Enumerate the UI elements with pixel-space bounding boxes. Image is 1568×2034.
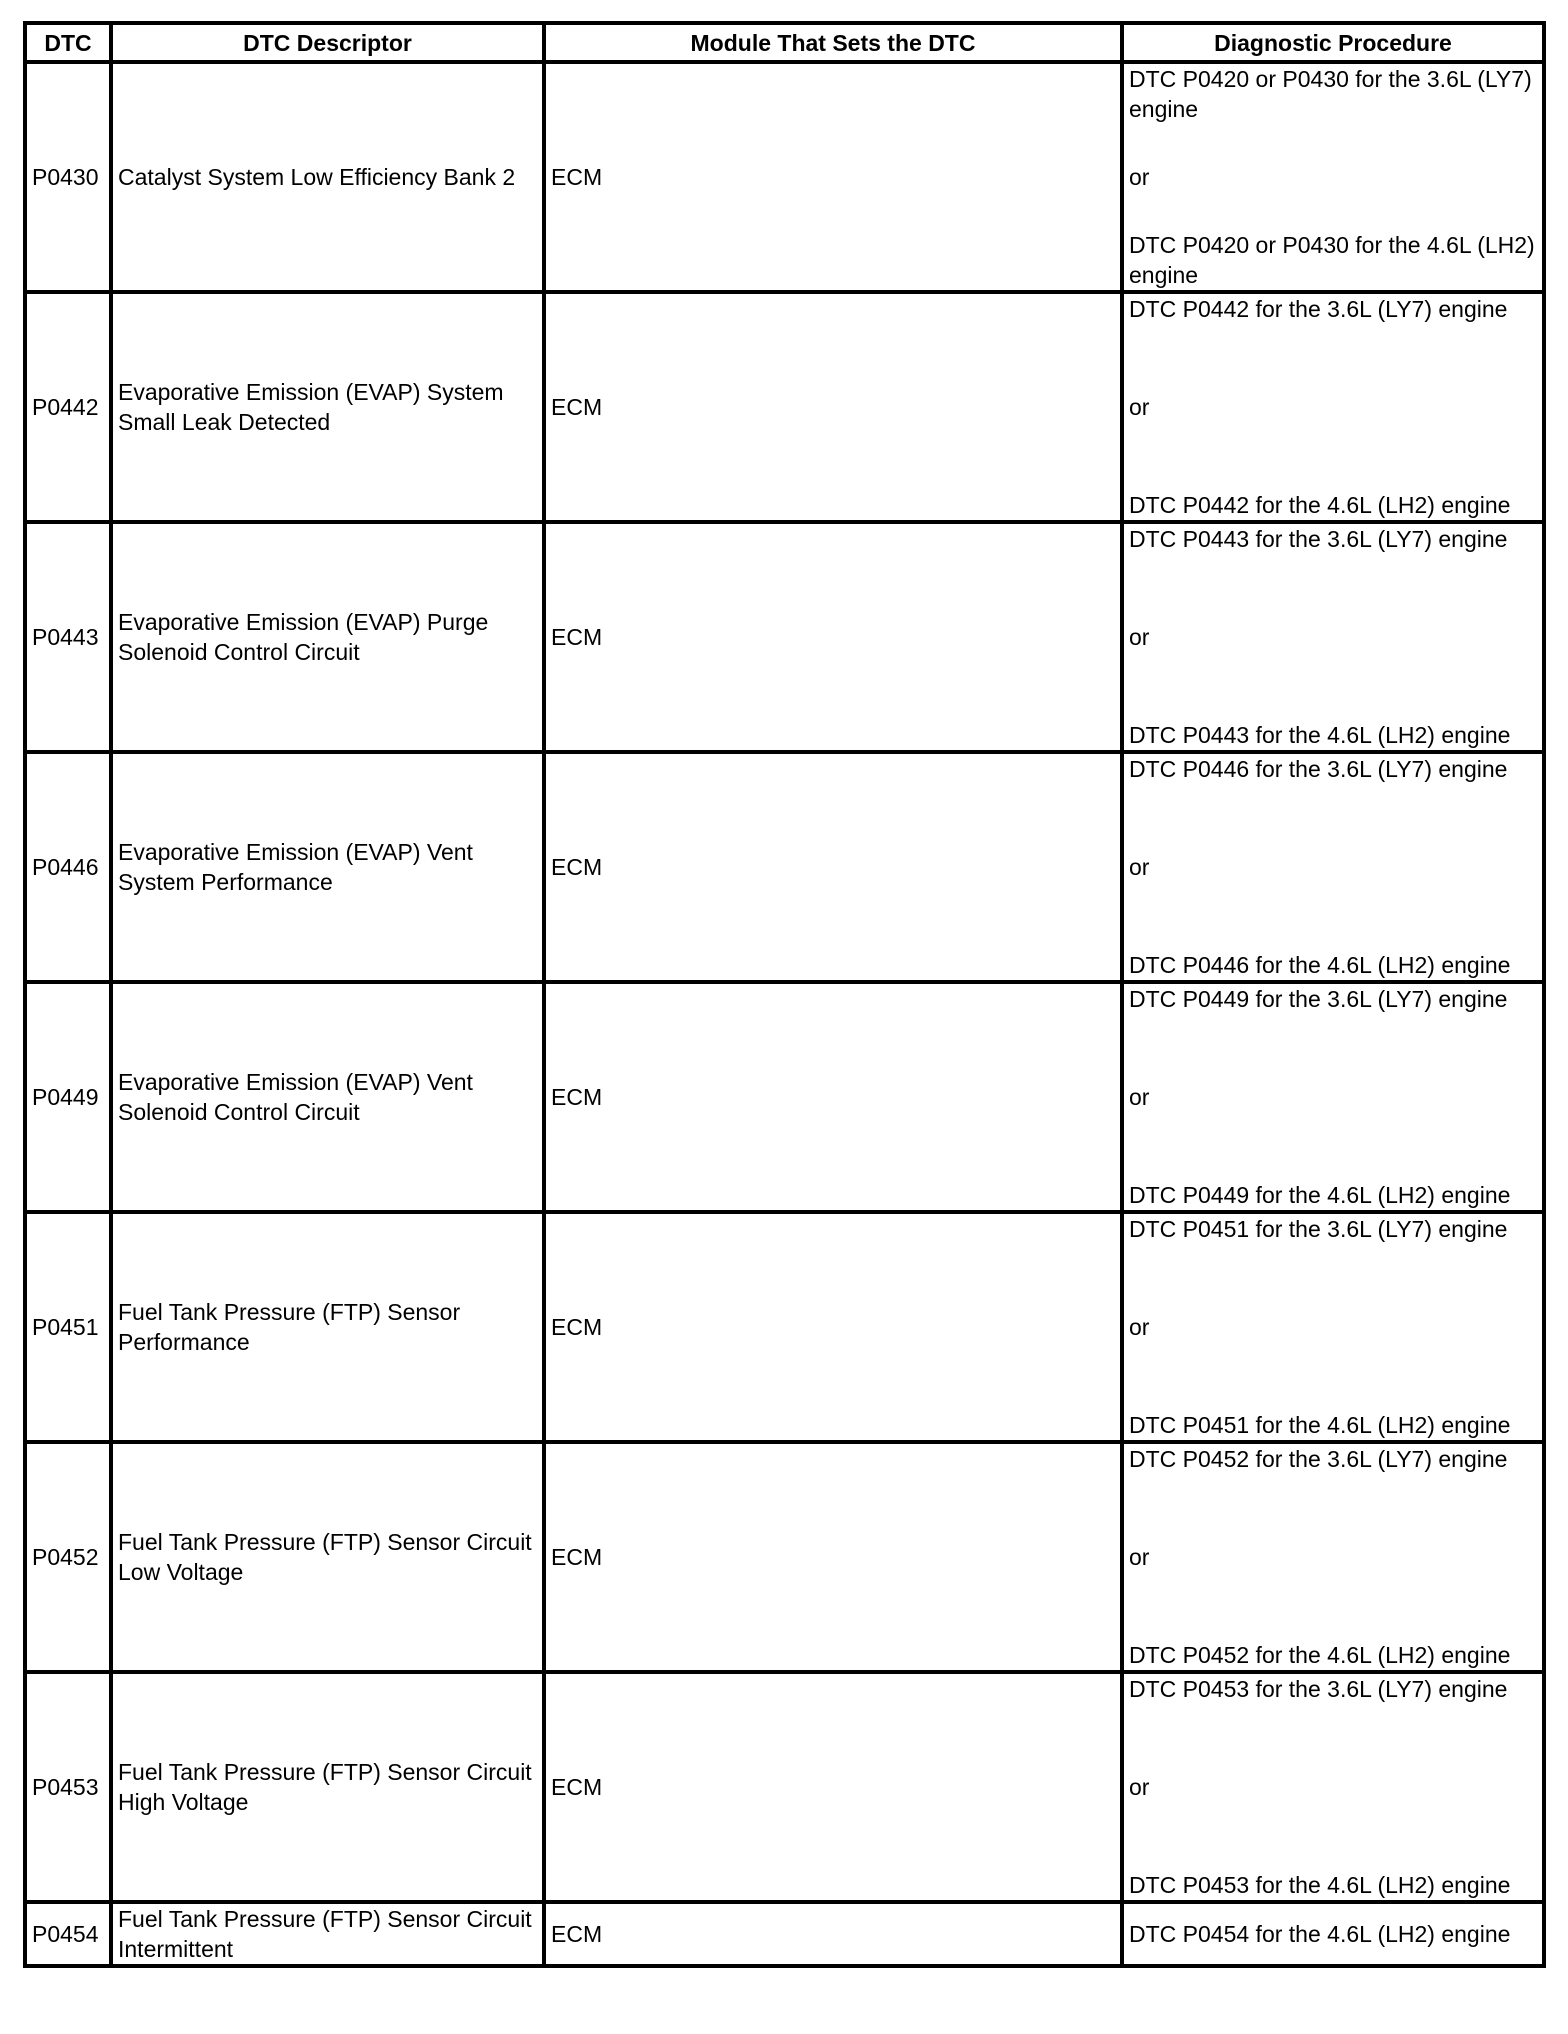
procedure-link[interactable]: DTC P0446 for the 4.6L (LH2) engine: [1129, 952, 1511, 978]
procedure-link[interactable]: DTC P0446 for the 3.6L (LY7) engine: [1129, 756, 1508, 782]
diagnostic-procedure-cell: [1122, 1212, 1544, 1442]
procedure-link[interactable]: DTC P0452 for the 4.6L (LH2) engine: [1129, 1642, 1511, 1668]
table-row: [25, 1902, 1544, 1966]
procedure-or-separator: or: [1129, 1084, 1150, 1110]
procedure-block: [1129, 984, 1537, 1210]
table-row: [25, 982, 1544, 1212]
module-cell: ECM: [544, 1902, 1122, 1966]
header-module: Module That Sets the DTC: [544, 23, 1122, 62]
module-cell: ECM: [544, 62, 1122, 292]
module-cell: ECM: [544, 752, 1122, 982]
procedure-link[interactable]: DTC P0451 for the 4.6L (LH2) engine: [1129, 1412, 1511, 1438]
diagnostic-procedure-cell: [1122, 1672, 1544, 1902]
procedure-or-separator: or: [1129, 1544, 1150, 1570]
dtc-code-cell: P0442: [25, 292, 111, 522]
procedure-block: [1129, 1904, 1537, 1964]
dtc-code-cell: P0451: [25, 1212, 111, 1442]
dtc-descriptor-cell: Fuel Tank Pressure (FTP) Sensor Circuit Low Voltage: [111, 1442, 544, 1672]
header-procedure: Diagnostic Procedure: [1122, 23, 1544, 62]
table-row: [25, 62, 1544, 292]
dtc-code-cell: P0453: [25, 1672, 111, 1902]
diagnostic-procedure-cell: [1122, 1902, 1544, 1966]
procedure-link[interactable]: DTC P0420 or P0430 for the 4.6L (LH2) engine: [1129, 232, 1535, 288]
procedure-link[interactable]: DTC P0452 for the 3.6L (LY7) engine: [1129, 1446, 1508, 1472]
procedure-link[interactable]: DTC P0420 or P0430 for the 3.6L (LY7) engine: [1129, 66, 1532, 122]
module-cell: ECM: [544, 1672, 1122, 1902]
procedure-block: [1129, 294, 1537, 520]
diagnostic-procedure-cell: [1122, 1442, 1544, 1672]
module-cell: ECM: [544, 1442, 1122, 1672]
procedure-link[interactable]: DTC P0449 for the 3.6L (LY7) engine: [1129, 986, 1508, 1012]
diagnostic-procedure-cell: [1122, 292, 1544, 522]
table-row: [25, 1672, 1544, 1902]
table-row: [25, 522, 1544, 752]
dtc-descriptor-cell: Fuel Tank Pressure (FTP) Sensor Circuit High Voltage: [111, 1672, 544, 1902]
header-descriptor: DTC Descriptor: [111, 23, 544, 62]
dtc-code-cell: P0446: [25, 752, 111, 982]
procedure-link[interactable]: DTC P0443 for the 4.6L (LH2) engine: [1129, 722, 1511, 748]
dtc-descriptor-cell: Evaporative Emission (EVAP) Purge Solenoid Control Circuit: [111, 522, 544, 752]
procedure-or-separator: or: [1129, 164, 1150, 190]
diagnostic-procedure-cell: [1122, 982, 1544, 1212]
procedure-or-separator: or: [1129, 1314, 1150, 1340]
diagnostic-procedure-cell: [1122, 522, 1544, 752]
dtc-code-cell: P0430: [25, 62, 111, 292]
dtc-code-cell: P0454: [25, 1902, 111, 1966]
module-cell: ECM: [544, 522, 1122, 752]
table-header: [25, 23, 1544, 62]
procedure-link[interactable]: DTC P0443 for the 3.6L (LY7) engine: [1129, 526, 1508, 552]
procedure-link[interactable]: DTC P0449 for the 4.6L (LH2) engine: [1129, 1182, 1511, 1208]
table-row: [25, 1442, 1544, 1672]
module-cell: ECM: [544, 292, 1122, 522]
procedure-link[interactable]: DTC P0442 for the 4.6L (LH2) engine: [1129, 492, 1511, 518]
procedure-link[interactable]: DTC P0453 for the 3.6L (LY7) engine: [1129, 1676, 1508, 1702]
procedure-block: [1129, 524, 1537, 750]
dtc-descriptor-cell: Evaporative Emission (EVAP) Vent Solenoid Control Circuit: [111, 982, 544, 1212]
procedure-block: [1129, 754, 1537, 980]
module-cell: ECM: [544, 982, 1122, 1212]
procedure-or-separator: or: [1129, 394, 1150, 420]
diagnostic-procedure-cell: [1122, 752, 1544, 982]
procedure-or-separator: or: [1129, 1774, 1150, 1800]
procedure-or-separator: or: [1129, 854, 1150, 880]
table-row: [25, 752, 1544, 982]
dtc-table: [23, 21, 1546, 1968]
module-cell: ECM: [544, 1212, 1122, 1442]
diagnostic-procedure-cell: [1122, 62, 1544, 292]
procedure-block: [1129, 1674, 1537, 1900]
procedure-link[interactable]: DTC P0442 for the 3.6L (LY7) engine: [1129, 296, 1508, 322]
dtc-descriptor-cell: Fuel Tank Pressure (FTP) Sensor Circuit Intermittent: [111, 1902, 544, 1966]
dtc-code-cell: P0449: [25, 982, 111, 1212]
procedure-block: [1129, 64, 1537, 290]
procedure-link[interactable]: DTC P0454 for the 4.6L (LH2) engine: [1129, 1921, 1511, 1947]
dtc-descriptor-cell: Evaporative Emission (EVAP) System Small Leak Detected: [111, 292, 544, 522]
table-row: [25, 1212, 1544, 1442]
table-row: [25, 292, 1544, 522]
dtc-descriptor-cell: Catalyst System Low Efficiency Bank 2: [111, 62, 544, 292]
procedure-or-separator: or: [1129, 624, 1150, 650]
procedure-block: [1129, 1214, 1537, 1440]
dtc-code-cell: P0443: [25, 522, 111, 752]
procedure-link[interactable]: DTC P0451 for the 3.6L (LY7) engine: [1129, 1216, 1508, 1242]
header-row: [25, 23, 1544, 62]
header-dtc: DTC: [25, 23, 111, 62]
procedure-block: [1129, 1444, 1537, 1670]
table-body: [25, 62, 1544, 1966]
dtc-code-cell: P0452: [25, 1442, 111, 1672]
dtc-descriptor-cell: Evaporative Emission (EVAP) Vent System Performance: [111, 752, 544, 982]
procedure-link[interactable]: DTC P0453 for the 4.6L (LH2) engine: [1129, 1872, 1511, 1898]
dtc-descriptor-cell: Fuel Tank Pressure (FTP) Sensor Performance: [111, 1212, 544, 1442]
